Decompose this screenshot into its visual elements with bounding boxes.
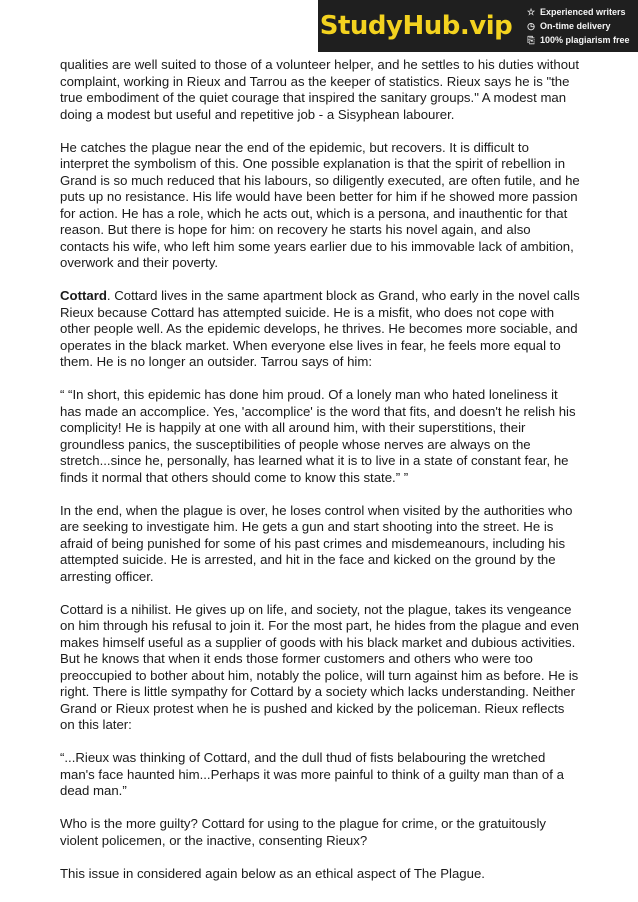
paragraph: This issue in considered again below as an ethical aspect of The Plague.	[60, 865, 485, 881]
studyhub-logo[interactable]	[318, 0, 514, 52]
paragraph-text: . Cottard lives in the same apartment block as Grand, who early in the novel calls Rieux because Cottard has attempted suicide. He is a misfit, who does not cope with other people well. As the epidemic develops, he thrives. He becomes more sociable, and operates in the black market. When everyone else lives in fear, he feels more equal to them. He is no longer an outsider. Tarrou says of him:	[60, 288, 580, 369]
clock-icon: ◷	[527, 21, 535, 31]
paragraph: He catches the plague near the end of the epidemic, but recovers. It is difficult to interpret the symbolism of this. One possible explanation is that the spirit of rebellion in Grand is so much reduced that his labours, so diligently executed, are often futile, and he puts up no resistance. His life would have been better for him if he showed more passion for action. He has a role, which he acts out, which is a persona, and inauthentic for that reason. But there is hope for him: on recovery he starts his novel again, and also contacts his wife, who left him some years earlier due to his immovable lack of ambition, overwork and their poverty.	[60, 139, 580, 270]
paragraph: Who is the more guilty? Cottard for using to the plague for crime, or the gratuitously violent policemen, or the inactive, consenting Rieux?	[60, 816, 546, 848]
paragraph: In the end, when the plague is over, he loses control when visited by the authorities who are seeking to investigate him. He gets a gun and start shooting into the street. He is afraid of being punished for some of his past crimes and misdemeanours, including his attempted suicide. He is arrested, and hit in the face and kicked on the ground by the arresting officer.	[60, 502, 573, 584]
studyhub-banner[interactable]	[318, 0, 638, 52]
paragraph-cottard	[60, 288, 580, 371]
document-body	[60, 57, 580, 899]
logo-text: StudyHub.vip	[319, 11, 513, 41]
quote-paragraph: “...Rieux was thinking of Cottard, and the dull thud of fists belabouring the wretched man's face haunted him...Perhaps it was more painful to think of a guilty man than of a dead man.”	[60, 750, 564, 798]
feature-label: Experienced writers	[540, 7, 626, 17]
feature-item	[526, 20, 638, 32]
copy-icon: ⎘	[527, 35, 535, 45]
feature-label: On-time delivery	[540, 21, 611, 31]
quote-paragraph: “ “In short, this epidemic has done him proud. Of a lonely man who hated loneliness it has made an accomplice. Yes, 'accomplice' is the word that fits, and doesn't he relish his complicity! He is happily at one with all around him, with their superstitions, their groundless panics, the susceptibilities of people whose nerves are always on the stretch...since he, personally, has learned what it is to live in a state of constant fear, he finds it normal that others should come to know this state.” ”	[60, 387, 576, 485]
feature-item	[526, 34, 638, 46]
feature-label: 100% plagiarism free	[540, 35, 630, 45]
feature-list	[514, 6, 638, 46]
paragraph: qualities are well suited to those of a volunteer helper, and he settles to his duties without complaint, working in Rieux and Tarrou as the keeper of statistics. Rieux says he is "the true embodiment of the quiet courage that inspired the sanitary groups." A modest man doing a modest but useful and repetitive job - a Sisyphean labourer.	[60, 57, 580, 122]
star-icon: ☆	[526, 7, 536, 17]
feature-item	[526, 6, 638, 18]
character-name: Cottard	[60, 288, 107, 303]
paragraph: Cottard is a nihilist. He gives up on life, and society, not the plague, takes its vengeance on him through his refusal to join it. For the most part, he hides from the plague and even makes himself useful as a supplier of goods with his black market and dubious activities. But he knows that when it ends those former customers and others who were too preoccupied to bother about him, notably the police, will turn against him as before. He is right. There is little sympathy for Cottard by a society which lacks understanding. Neither Grand or Rieux protest when he is pushed and kicked by the policeman. Rieux reflects on this later:	[60, 601, 580, 732]
